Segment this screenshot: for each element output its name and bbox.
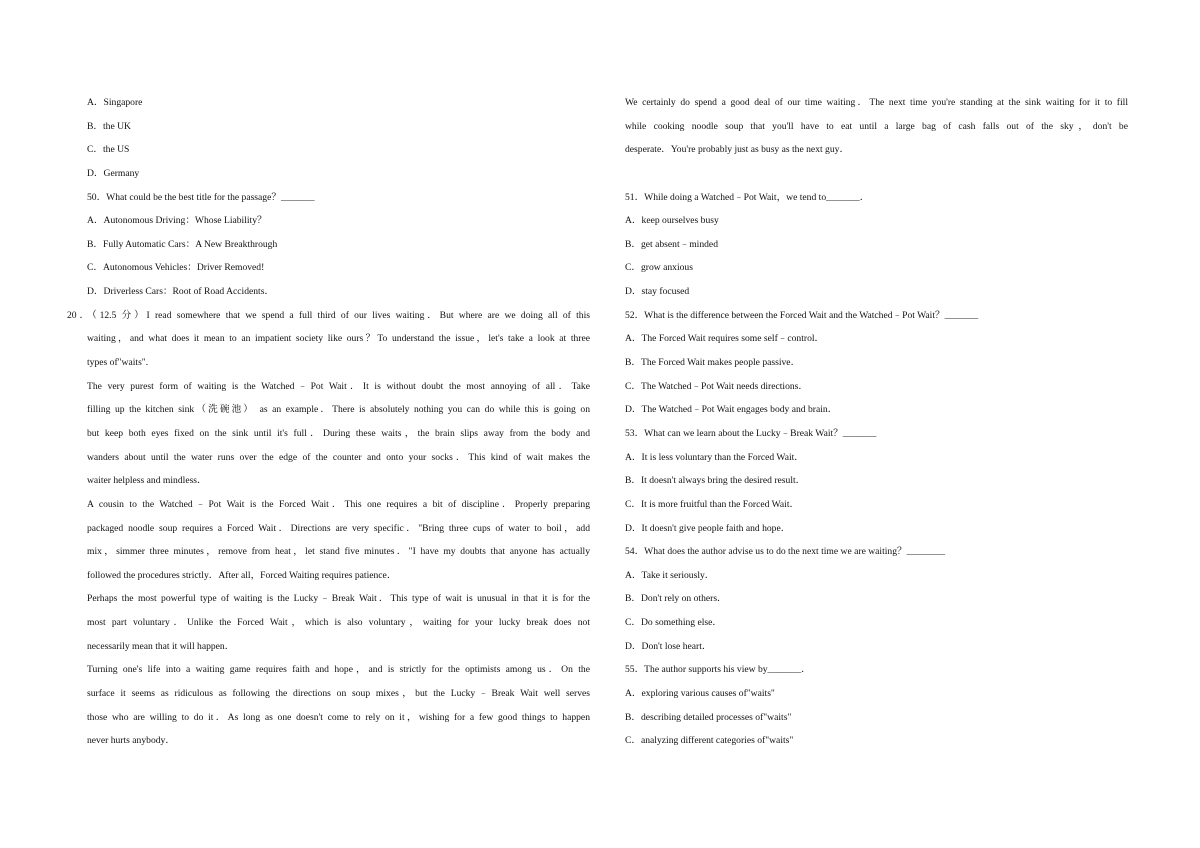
text-line: D．It doesn't give people faith and hope． xyxy=(625,522,791,534)
text-line: A．It is less voluntary than the Forced Wait． xyxy=(625,451,804,463)
text-line: 53．What can we learn about the Lucky﹣Break Wait？_______ xyxy=(625,427,877,439)
text-line: D．Driverless Cars：Root of Road Accidents． xyxy=(87,286,275,298)
text-line: waiting，and what does it mean to an impatient society like ours？To understand the issue，let's take a look at three xyxy=(87,333,590,345)
right-column xyxy=(625,91,1128,753)
text-line: 54．What does the author advise us to do the next time we are waiting？________ xyxy=(625,546,945,558)
text-line: A cousin to the Watched﹣Pot Wait is the Forced Wait．This one requires a bit of discipline．Properly preparing xyxy=(87,498,590,510)
text-line: A．Take it seriously． xyxy=(625,569,715,581)
text-line: mix，simmer three minutes，remove from heat，let stand five minutes．"I have my doubts that anyone has actually xyxy=(87,546,590,558)
text-line: C．the US xyxy=(87,144,130,156)
text-line: 20．（12.5 分）I read somewhere that we spend a full third of our lives waiting．But where are we doing all of this xyxy=(67,309,590,321)
text-line: most part voluntary．Unlike the Forced Wait，which is also voluntary，waiting for your lucky break does not xyxy=(87,617,590,629)
text-line: D．Don't lose heart． xyxy=(625,640,712,652)
text-line: A．keep ourselves busy xyxy=(625,215,719,227)
text-line: packaged noodle soup requires a Forced Wait．Directions are very specific．"Bring three cups of water to boil，add xyxy=(87,522,590,534)
text-line: B．get absent﹣minded xyxy=(625,238,718,250)
left-column xyxy=(67,91,590,753)
text-line: A．exploring various causes of"waits" xyxy=(625,688,775,700)
text-line: B．Fully Automatic Cars：A New Breakthrough xyxy=(87,238,278,250)
text-line: followed the procedures strictly．After all，Forced Waiting requires patience． xyxy=(87,569,397,581)
text-line: surface it seems as ridiculous as following the directions on soup mixes，but the Lucky﹣Break Wait well serves xyxy=(87,688,590,700)
text-line: necessarily mean that it will happen． xyxy=(87,640,235,652)
text-line: Turning one's life into a waiting game requires faith and hope，and is strictly for the optimists among us．On the xyxy=(87,664,590,676)
text-line: but keep both eyes fixed on the sink until it's full．During these waits，the brain slips away from the body and xyxy=(87,427,590,439)
text-line: B．The Forced Wait makes people passive． xyxy=(625,357,801,369)
text-line: B．It doesn't always bring the desired result． xyxy=(625,475,806,487)
text-line: 51．While doing a Watched﹣Pot Wait，we tend to_______． xyxy=(625,191,870,203)
text-line: 50．What could be the best title for the passage？_______ xyxy=(87,191,315,203)
text-line: A．Singapore xyxy=(87,97,143,108)
text-line: C．grow anxious xyxy=(625,262,693,274)
text-line: C．analyzing different categories of"waits" xyxy=(625,735,794,747)
text-line: D．Germany xyxy=(87,167,140,179)
text-line: B．Don't rely on others． xyxy=(625,593,727,605)
text-line: desperate．You're probably just as busy as the next guy． xyxy=(625,144,850,156)
text-line: D．The Watched﹣Pot Wait engages body and brain． xyxy=(625,404,838,416)
text-line: filling up the kitchen sink（洗碗池） as an example．There is absolutely nothing you can do while this is going on xyxy=(87,404,590,416)
text-line: C．Autonomous Vehicles：Driver Removed! xyxy=(87,262,265,274)
text-line: 52．What is the difference between the Forced Wait and the Watched﹣Pot Wait？_______ xyxy=(625,309,979,321)
text-line: while cooking noodle soup that you'll have to eat until a large bag of cash falls out of the sky，don't be xyxy=(625,120,1128,132)
text-line: Perhaps the most powerful type of waiting is the Lucky﹣Break Wait．This type of wait is unusual in that it is for the xyxy=(87,593,590,605)
text-line: waiter helpless and mindless． xyxy=(87,475,207,487)
text-line xyxy=(625,162,1128,186)
text-line: The very purest form of waiting is the Watched﹣Pot Wait．It is without doubt the most annoying of all．Take xyxy=(87,380,590,392)
text-line: A．The Forced Wait requires some self﹣control． xyxy=(625,333,825,345)
text-line: We certainly do spend a good deal of our time waiting．The next time you're standing at the sink waiting for it to fill xyxy=(625,97,1128,108)
text-line: C．The Watched﹣Pot Wait needs directions． xyxy=(625,380,809,392)
text-line: wanders about until the water runs over the edge of the counter and onto your socks．This kind of wait makes the xyxy=(87,451,590,463)
text-line: A．Autonomous Driving：Whose Liability？ xyxy=(87,215,267,227)
text-line: types of"waits". xyxy=(87,357,149,369)
text-line: those who are willing to do it．As long as one doesn't come to rely on it，wishing for a few good things to happen xyxy=(87,711,590,723)
text-line: C．It is more fruitful than the Forced Wait． xyxy=(625,498,800,510)
text-line: C．Do something else． xyxy=(625,617,722,629)
text-line: B．describing detailed processes of"waits" xyxy=(625,711,792,723)
text-line: B．the UK xyxy=(87,120,131,132)
text-line: 55．The author supports his view by_______． xyxy=(625,664,811,676)
text-line: D．stay focused xyxy=(625,286,690,298)
text-line: never hurts anybody． xyxy=(87,735,175,747)
